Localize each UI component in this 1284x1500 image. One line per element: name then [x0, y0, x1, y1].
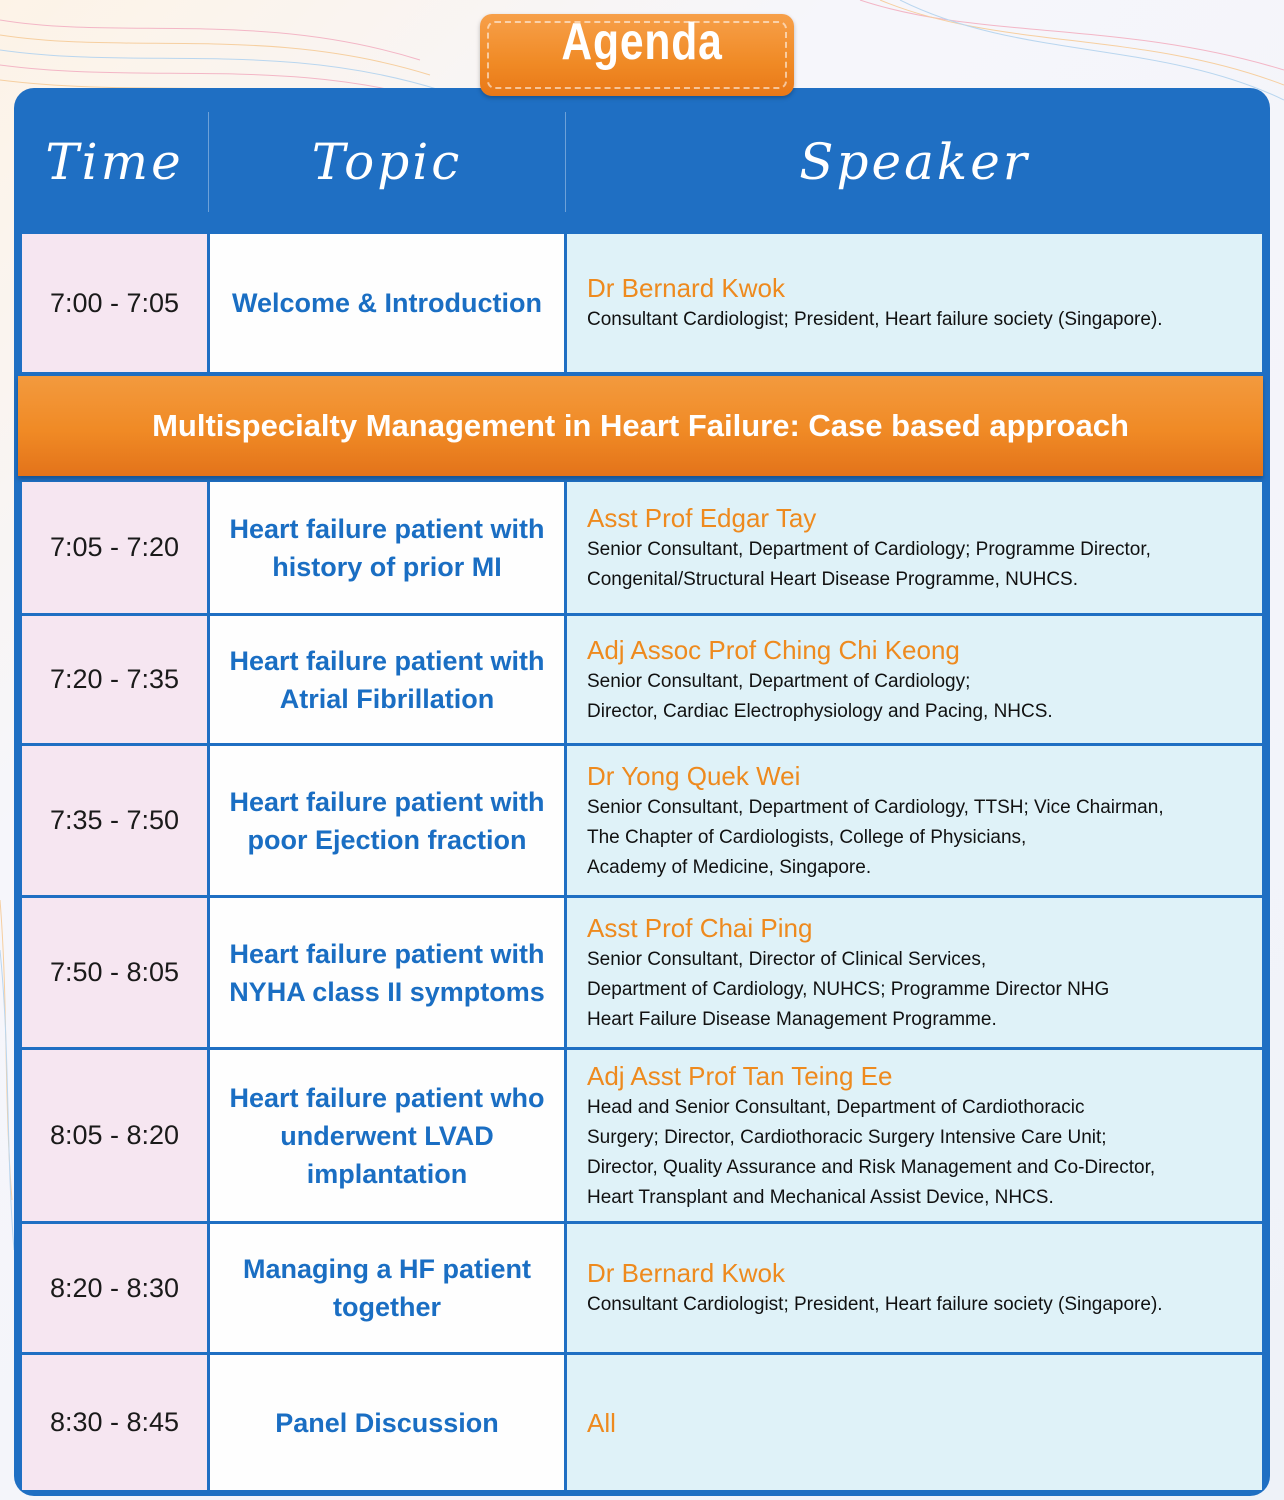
row-speaker	[567, 746, 1262, 895]
row-topic: Panel Discussion	[210, 1355, 564, 1490]
speaker-name: Adj Assoc Prof Ching Chi Keong	[587, 634, 960, 665]
row-time: 7:20 - 7:35	[22, 616, 207, 743]
speaker-description-line: Senior Consultant, Director of Clinical Services,	[587, 948, 987, 970]
row-topic: Heart failure patient with Atrial Fibrillation	[210, 616, 564, 743]
section-banner: Multispecialty Management in Heart Failure: Case based approach	[18, 376, 1263, 476]
header-speaker: Speaker	[799, 133, 1030, 191]
header-time: Time	[45, 133, 184, 191]
speaker-description-line: Heart Transplant and Mechanical Assist Device, NHCS.	[587, 1186, 1054, 1208]
speaker-name: Dr Yong Quek Wei	[587, 760, 801, 791]
speaker-description-line: The Chapter of Cardiologists, College of Physicians,	[587, 826, 1027, 848]
row-speaker	[567, 898, 1262, 1047]
row-topic: Welcome & Introduction	[210, 234, 564, 372]
speaker-description-line: Consultant Cardiologist; President, Heart failure society (Singapore).	[587, 309, 1163, 330]
row-speaker	[567, 1050, 1262, 1221]
row-speaker	[567, 234, 1262, 372]
speaker-description-line: Senior Consultant, Department of Cardiology;	[587, 670, 971, 692]
row-time: 8:20 - 8:30	[22, 1224, 207, 1352]
row-time: 8:30 - 8:45	[22, 1355, 207, 1490]
speaker-description-line: Surgery; Director, Cardiothoracic Surgery Intensive Care Unit;	[587, 1126, 1107, 1148]
speaker-description-line: Academy of Medicine, Singapore.	[587, 856, 872, 878]
speaker-description-line: Heart Failure Disease Management Programme.	[587, 1008, 997, 1030]
speaker-name: Asst Prof Edgar Tay	[587, 502, 817, 533]
speaker-description-line: Consultant Cardiologist; President, Heart failure society (Singapore).	[587, 1294, 1163, 1315]
header-divider	[208, 112, 209, 212]
speaker-name: Dr Bernard Kwok	[587, 273, 785, 303]
speaker-name: All	[587, 1407, 616, 1438]
speaker-name: Asst Prof Chai Ping	[587, 912, 813, 943]
row-speaker	[567, 482, 1262, 613]
speaker-name: Dr Bernard Kwok	[587, 1258, 785, 1288]
row-topic: Heart failure patient who underwent LVAD implantation	[210, 1050, 564, 1221]
header-topic: Topic	[311, 133, 463, 191]
row-speaker	[567, 616, 1262, 743]
row-time: 7:00 - 7:05	[22, 234, 207, 372]
row-topic: Heart failure patient with poor Ejection fraction	[210, 746, 564, 895]
row-time: 7:35 - 7:50	[22, 746, 207, 895]
row-topic: Managing a HF patient together	[210, 1224, 564, 1352]
row-topic: Heart failure patient with history of prior MI	[210, 482, 564, 613]
header-divider	[565, 112, 566, 212]
speaker-description-line: Director, Quality Assurance and Risk Management and Co-Director,	[587, 1156, 1156, 1178]
row-time: 7:50 - 8:05	[22, 898, 207, 1047]
speaker-description-line: Congenital/Structural Heart Disease Programme, NUHCS.	[587, 568, 1079, 590]
row-time: 8:05 - 8:20	[22, 1050, 207, 1221]
row-speaker	[567, 1224, 1262, 1352]
agenda-title: Agenda	[561, 13, 723, 71]
speaker-description-line: Head and Senior Consultant, Department of Cardiothoracic	[587, 1096, 1085, 1118]
row-topic: Heart failure patient with NYHA class II symptoms	[210, 898, 564, 1047]
speaker-name: Adj Asst Prof Tan Teing Ee	[587, 1060, 893, 1091]
speaker-description-line: Department of Cardiology, NUHCS; Programme Director NHG	[587, 978, 1110, 1000]
speaker-description-line: Senior Consultant, Department of Cardiology; Programme Director,	[587, 538, 1151, 560]
speaker-description-line: Director, Cardiac Electrophysiology and Pacing, NHCS.	[587, 700, 1053, 722]
row-speaker	[567, 1355, 1262, 1490]
row-time: 7:05 - 7:20	[22, 482, 207, 613]
speaker-description-line: Senior Consultant, Department of Cardiology, TTSH; Vice Chairman,	[587, 796, 1164, 818]
